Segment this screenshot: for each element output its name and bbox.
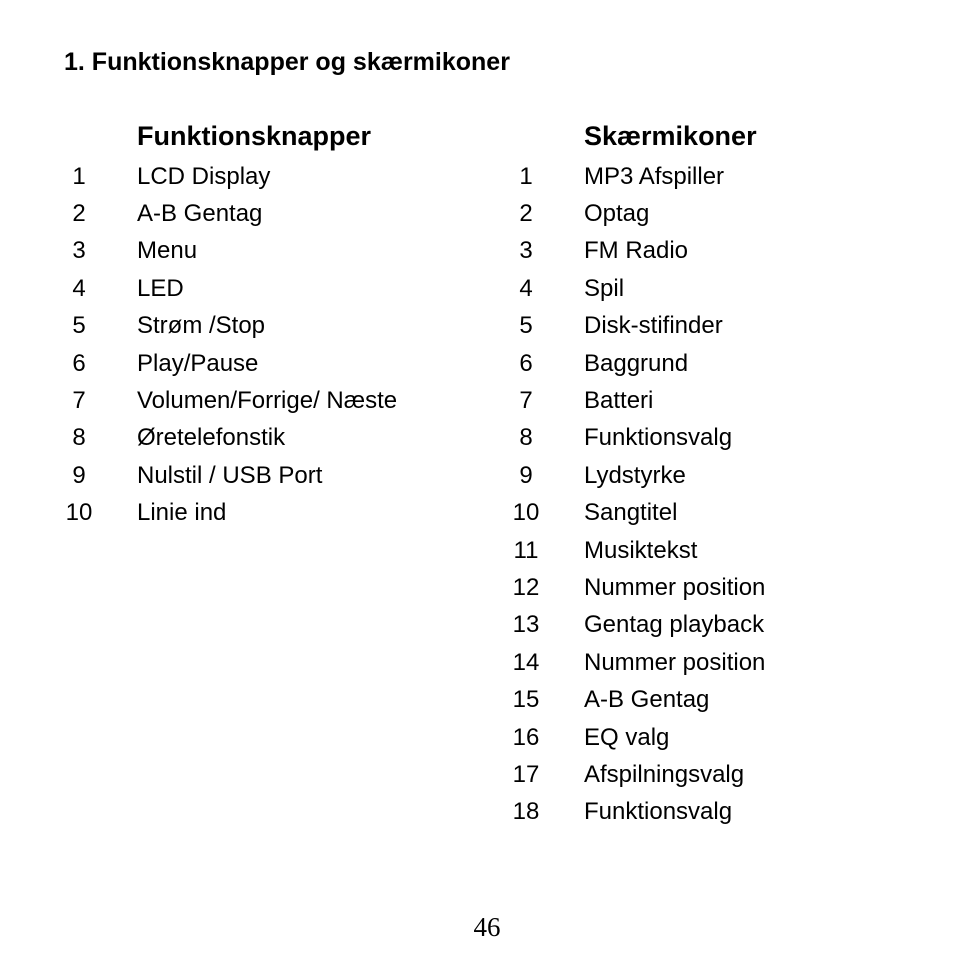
item-number: 11 [513,536,539,564]
item-number: 6 [519,349,533,377]
list-item [60,420,397,457]
list-item [507,495,765,532]
item-number: 12 [512,573,540,601]
list-item [507,569,765,606]
item-number: 1 [72,162,86,190]
item-label: Øretelefonstik [137,424,286,452]
item-label: Sangtitel [584,499,678,527]
item-number: 8 [519,424,533,452]
item-label: Nummer position [584,573,766,601]
item-number: 16 [512,723,540,751]
item-label: Musiktekst [584,536,698,564]
list-item [507,607,765,644]
item-label: Nulstil / USB Port [137,461,323,489]
item-number: 2 [519,200,533,228]
list-item [60,270,397,307]
item-label: Nummer position [584,648,766,676]
list-item [507,756,765,793]
item-label: Afspilningsvalg [584,760,745,788]
item-label: Play/Pause [137,349,259,377]
item-label: Volumen/Forrige/ Næste [137,387,398,415]
list-item [507,158,765,195]
item-label: A-B Gentag [137,200,263,228]
item-number: 5 [72,312,86,340]
section-title: 1. Funktionsknapper og skærmikoner [64,48,510,76]
item-label: Funktionsvalg [584,424,733,452]
item-number: 7 [72,387,86,415]
list-item [60,158,397,195]
list-item [507,345,765,382]
list-item [507,681,765,718]
list-item [60,233,397,270]
item-label: A-B Gentag [584,686,710,714]
list-item [507,794,765,831]
item-label: LCD Display [137,162,271,190]
item-number: 1 [519,162,533,190]
item-label: Funktionsvalg [584,798,733,826]
item-number: 3 [72,237,86,265]
page-number: 46 [473,912,501,942]
list-item [60,308,397,345]
item-label: LED [137,274,184,302]
list-item [60,345,397,382]
item-number: 2 [72,200,86,228]
list-item [507,457,765,494]
screen-icons-heading: Skærmikoner [584,121,757,151]
list-item [60,382,397,419]
item-label: Menu [137,237,198,265]
item-label: Disk-stifinder [584,312,723,340]
item-number: 13 [512,611,540,639]
item-number: 10 [65,499,93,527]
list-item [507,382,765,419]
list-item [507,233,765,270]
item-number: 4 [72,274,86,302]
item-number: 15 [512,686,540,714]
item-number: 9 [519,461,533,489]
item-number: 5 [519,312,533,340]
item-number: 14 [512,648,540,676]
item-number: 7 [519,387,533,415]
item-label: Optag [584,200,650,228]
function-buttons-heading: Funktionsknapper [137,121,372,151]
list-item [507,420,765,457]
item-label: Linie ind [137,499,227,527]
item-label: Strøm /Stop [137,312,266,340]
list-item [60,195,397,232]
item-label: MP3 Afspiller [584,162,725,190]
item-number: 3 [519,237,533,265]
item-number: 9 [72,461,86,489]
item-number: 4 [519,274,533,302]
list-item [507,532,765,569]
list-item [507,270,765,307]
list-item [507,644,765,681]
item-label: Baggrund [584,349,689,377]
item-number: 8 [72,424,86,452]
item-number: 6 [72,349,86,377]
item-number: 10 [512,499,540,527]
screen-icons-list [507,158,765,831]
item-label: Gentag playback [584,611,765,639]
list-item [507,308,765,345]
function-buttons-list [60,158,397,532]
list-item [60,495,397,532]
item-label: FM Radio [584,237,689,265]
item-label: Lydstyrke [584,461,686,489]
item-label: Spil [584,274,625,302]
item-number: 18 [512,798,540,826]
item-label: Batteri [584,387,654,415]
list-item [507,719,765,756]
list-item [507,195,765,232]
item-label: EQ valg [584,723,670,751]
item-number: 17 [512,760,540,788]
list-item [60,457,397,494]
